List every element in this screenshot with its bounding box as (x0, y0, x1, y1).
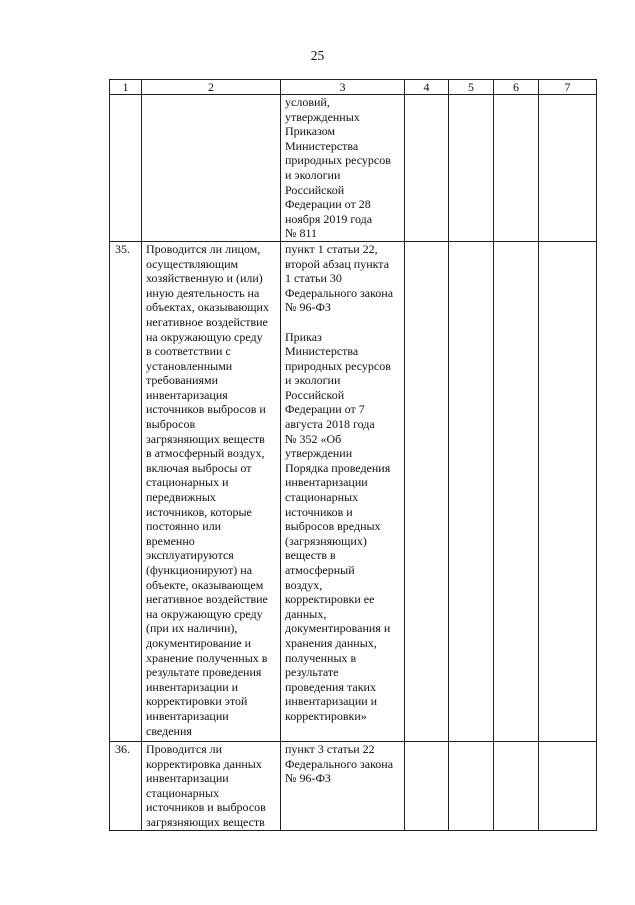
row-number: 36. (110, 741, 142, 830)
row-number (110, 95, 142, 242)
row-number: 35. (110, 241, 142, 741)
legal-basis-paragraph: условий, утвержденных Приказом Министерства природных ресурсов и экологии Российской Федерации от 28 ноября 2019 года № 811 (285, 95, 391, 241)
table-cell (405, 241, 449, 741)
table-cell (449, 95, 494, 242)
table-cell (539, 95, 597, 242)
table-cell (449, 741, 494, 830)
requirement-text: Проводится ли лицом, осуществляющим хозяйственную и (или) иную деятельность на объектах, оказывающих негативное воздействие на окружающую среду в соответствии с установленными требованиями инвентаризация источников выбросов и выбросов загрязняющих веществ в атмосферный воздух, включая выбросы от стационарных и передвижных источников, которые постоянно или временно эксплуатируются (функционируют) на объекте, оказывающем негативное воздействие на окружающую среду (при их наличии), документирование и хранение полученных в результате проведения инвентаризации и корректировки этой инвентаризации сведения (142, 241, 281, 741)
table-cell (449, 241, 494, 741)
inspection-table (109, 79, 597, 831)
legal-basis-paragraph: пункт 1 статьи 22, второй абзац пункта 1 статьи 30 Федерального закона № 96-ФЗ (285, 241, 394, 315)
table-cell (539, 741, 597, 830)
legal-basis-paragraph: пункт 3 статьи 22 Федерального закона № 96-ФЗ (285, 741, 394, 786)
table-row (110, 741, 597, 830)
table-cell (405, 741, 449, 830)
column-header: 6 (494, 80, 539, 95)
requirement-text: Проводится ли корректировка данных инвентаризации стационарных источников и выбросов загрязняющих веществ (142, 741, 281, 830)
requirement-text (142, 95, 281, 242)
legal-basis (281, 241, 405, 741)
table-cell (405, 95, 449, 242)
legal-basis (281, 95, 405, 242)
table-cell (494, 741, 539, 830)
table-row (110, 241, 597, 741)
legal-basis (281, 741, 405, 830)
legal-basis-paragraph: Приказ Министерства природных ресурсов и экологии Российской Федерации от 7 августа 2018 года № 352 «Об утверждении Порядка проведения инвентаризации стационарных источников и выбросов вредных (загрязняющих) веществ в атмосферный воздух, корректировки ее данных, документирования и хранения данных, полученных в результате проведения таких инвентаризации и корректировки» (285, 329, 391, 723)
column-header: 4 (405, 80, 449, 95)
header-row (110, 80, 597, 95)
column-header: 1 (110, 80, 142, 95)
page-number: 25 (310, 48, 325, 63)
column-header: 3 (281, 80, 405, 95)
column-header: 5 (449, 80, 494, 95)
column-header: 7 (539, 80, 597, 95)
table-cell (494, 241, 539, 741)
table-cell (539, 241, 597, 741)
table-row (110, 95, 597, 242)
table-cell (494, 95, 539, 242)
column-header: 2 (142, 80, 281, 95)
